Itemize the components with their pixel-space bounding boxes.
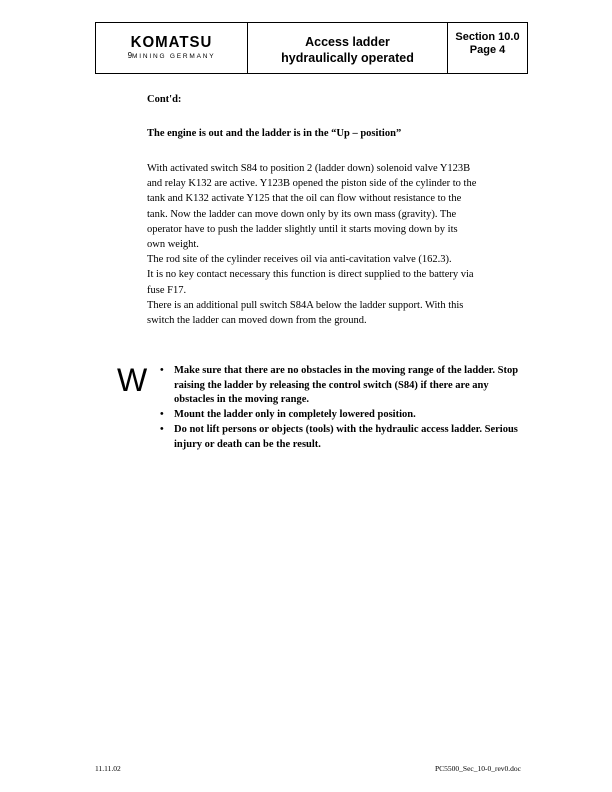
warning-text: Mount the ladder only in completely lowered position. — [174, 409, 416, 421]
warning-symbol: W — [117, 362, 148, 398]
title-line-2: hydraulically operated — [281, 51, 414, 65]
title-cell — [248, 23, 448, 73]
section-cell — [448, 23, 527, 73]
logo-cell — [96, 23, 248, 73]
bullet-icon: • — [160, 409, 164, 421]
body-text — [147, 161, 517, 328]
body-line: The rod site of the cylinder receives oil via anti-cavitation valve (162.3). — [147, 254, 452, 266]
body-line: switch the ladder can moved down from the ground. — [147, 315, 367, 327]
warning-list — [160, 364, 525, 452]
logo-sub-text: MINING GERMANY — [132, 53, 216, 60]
document-title — [281, 34, 414, 66]
section-subheading: The engine is out and the ladder is in the “Up – position” — [147, 128, 402, 139]
warning-item — [160, 364, 525, 408]
body-line: It is no key contact necessary this function is direct supplied to the battery via — [147, 269, 474, 281]
title-line-1: Access ladder — [305, 35, 390, 49]
warning-text: Do not lift persons or objects (tools) with the hydraulic access ladder. Serious injury or death can be the result. — [174, 423, 518, 450]
warning-text: Make sure that there are no obstacles in the moving range of the ladder. Stop raising the ladder by releasing the control switch (S84) if there are any obstacles in the moving range. — [174, 365, 519, 406]
footer-filename: PC5500_Sec_10-0_rev0.doc — [434, 764, 521, 773]
logo-subtitle — [128, 52, 216, 61]
body-line: There is an additional pull switch S84A below the ladder support. With this — [147, 299, 464, 311]
body-line: own weight. — [147, 239, 199, 251]
page-number: Page 4 — [469, 44, 506, 56]
body-line: tank and K132 activate Y125 that the oil can flow without resistance to the — [147, 193, 462, 205]
document-header — [95, 22, 528, 74]
body-line: tank. Now the ladder can move down only by its own mass (gravity). The — [147, 208, 457, 220]
body-line: operator have to push the ladder slightly until it starts moving down by its — [147, 223, 458, 235]
continued-label: Cont'd: — [147, 94, 182, 105]
body-line: With activated switch S84 to position 2 (ladder down) solenoid valve Y123B — [147, 163, 471, 174]
body-line: and relay K132 are active. Y123B opened the piston side of the cylinder to the — [147, 178, 477, 190]
main-content — [147, 93, 517, 328]
bullet-icon: • — [160, 365, 164, 376]
section-number: Section 10.0 — [455, 31, 520, 43]
logo-sub-mark: 9 — [127, 51, 133, 60]
warning-item — [160, 423, 525, 452]
bullet-icon: • — [160, 423, 164, 435]
body-line: fuse F17. — [147, 284, 187, 296]
warning-item — [160, 408, 525, 423]
komatsu-logo: KOMATSU — [130, 33, 213, 52]
footer-date: 11.11.02 — [95, 764, 121, 773]
